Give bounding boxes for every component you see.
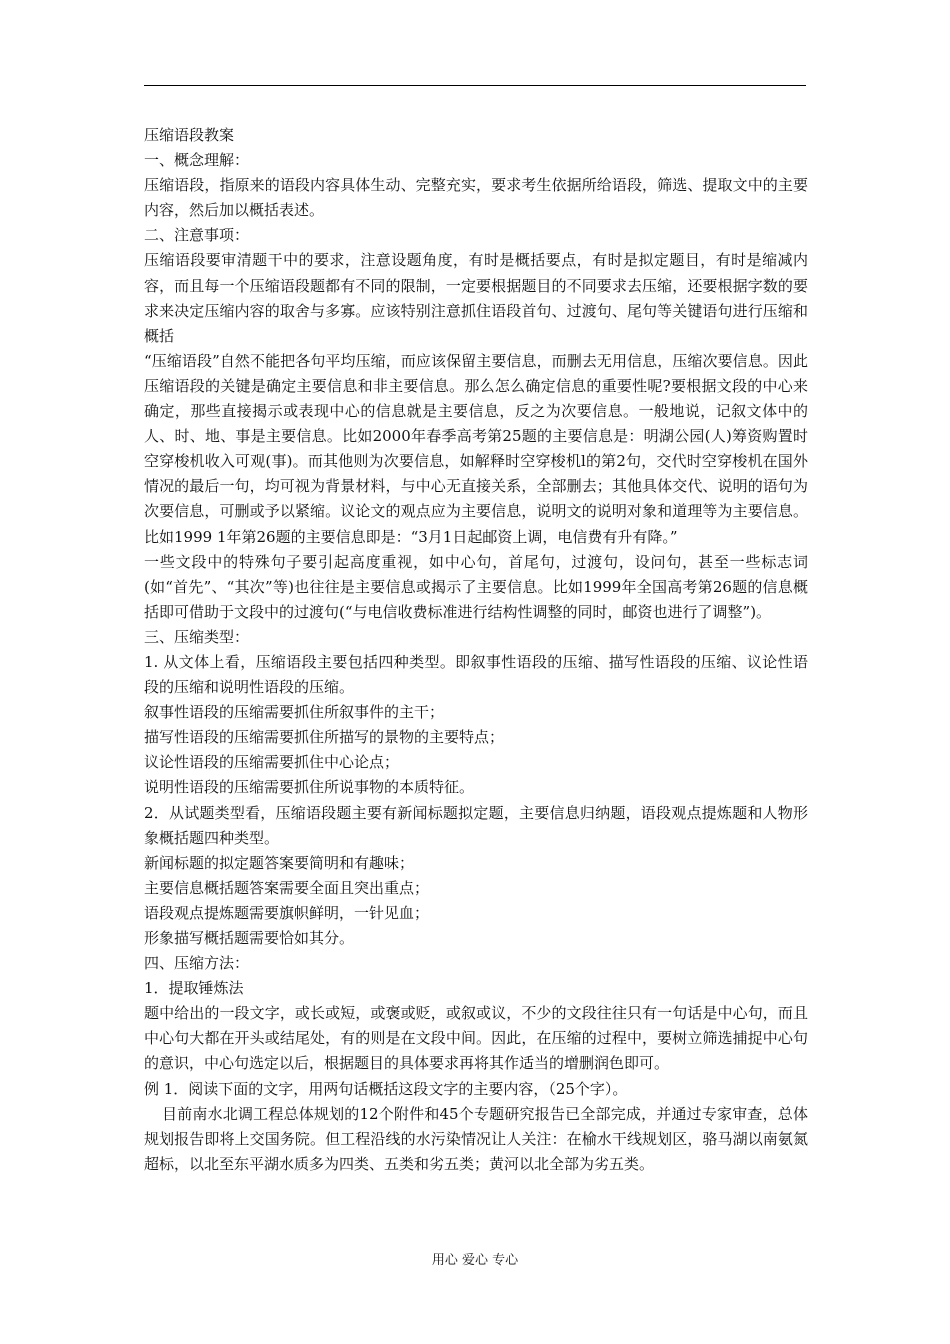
paragraph: “压缩语段”自然不能把各句平均压缩，而应该保留主要信息，而删去无用信息，压缩次要信息。因此压缩语段的关键是确定主要信息和非主要信息。那么怎么确定信息的重要性呢?要根据文段的中心来确定，那些直接揭示或表现中心的信息就是主要信息，反之为次要信息。一般地说，记叙文体中的人、时、地、事是主要信息。比如2000年春季高考第25题的主要信息是：明湖公园(人)筹资购置时空穿梭机收入可观(事)。而其他则为次要信息，如解释时空穿梭机l的第2句，交代时空穿梭机在国外情况的最后一句，均可视为背景材料，与中心无直接关系，全部删去；其他具体交代、说明的语句为次要信息，可删或予以紧缩。议论文的观点应为主要信息，说明文的说明对象和道理等为主要信息。比如1999 1年第26题的主要信息即是：“3月1日起邮资上调，电信费有升有降。” bbox=[144, 351, 808, 546]
list-item: 描写性语段的压缩需要抓住所描写的景物的主要特点； bbox=[144, 728, 505, 747]
list-item: 形象描写概括题需要恰如其分。 bbox=[144, 929, 355, 947]
paragraph: 压缩语段要审清题干中的要求，注意设题角度，有时是概括要点，有时是拟定题目，有时是缩减内容，而且每一个压缩语段题都有不同的限制，一定要根据题目的不同要求去压缩，还要根据字数的要求来决定压缩内容的取舍与多寡。应该特别注意抓住语段首句、过渡句、尾句等关键语句进行压缩和概括 bbox=[144, 251, 808, 345]
list-item: 新闻标题的拟定题答案要简明和有趣味； bbox=[144, 853, 415, 872]
paragraph: 一些文段中的特殊句子要引起高度重视，如中心句，首尾句，过渡句，设问句，甚至一些标志词(如“首先”、“其次”等)也往往是主要信息或揭示了主要信息。比如1999年全国高考第26题的信息概括即可借助于文段中的过渡句(“与电信收费标准进行结构性调整的同时，邮资也进行了调整”)。 bbox=[144, 552, 808, 621]
list-item: 语段观点提炼题需要旗帜鲜明，一针见血； bbox=[144, 903, 430, 922]
list-item: 说明性语段的压缩需要抓住所说事物的本质特征。 bbox=[144, 778, 475, 797]
list-item: 议论性语段的压缩需要抓住中心论点； bbox=[144, 753, 400, 772]
example-passage: 目前南水北调工程总体规划的12个附件和45个专题研究报告已全部完成，并通过专家审查，总体规划报告即将上交国务院。但工程沿线的水污染情况让人关注：在榆水干线规划区，骆马湖以南氨氮超标，以北至东平湖水质多为四类、五类和劣五类；黄河以北全部为劣五类。 bbox=[144, 1104, 808, 1173]
list-item: 主要信息概括题答案需要全面且突出重点； bbox=[144, 878, 430, 897]
section-heading-notes: 二、注意事项： bbox=[144, 226, 250, 245]
header-rule bbox=[144, 85, 806, 86]
paragraph: 题中给出的一段文字，或长或短，或褒或贬，或叙或议，不少的文段往往只有一句话是中心句，而且中心句大都在开头或结尾处，有的则是在文段中间。因此，在压缩的过程中，要树立筛选捕捉中心句的意识，中心句选定以后，根据题目的具体要求再将其作适当的增删润色即可。 bbox=[144, 1004, 808, 1073]
section-heading-types: 三、压缩类型： bbox=[144, 627, 250, 646]
section-heading-methods: 四、压缩方法： bbox=[144, 954, 250, 973]
document-body bbox=[144, 123, 808, 1177]
page-footer: 用心 爱心 专心 bbox=[431, 1253, 519, 1268]
list-item: 叙事性语段的压缩需要抓住所叙事件的主干； bbox=[144, 703, 445, 722]
subheading: 1．提取锤炼法 bbox=[144, 979, 244, 998]
example-prompt: 例 1．阅读下面的文字，用两句话概括这段文字的主要内容，（25个字）。 bbox=[144, 1079, 628, 1098]
paragraph: 1. 从文体上看，压缩语段主要包括四种类型。即叙事性语段的压缩、描写性语段的压缩、议论性语段的压缩和说明性语段的压缩。 bbox=[144, 652, 808, 697]
document-title: 压缩语段教案 bbox=[144, 126, 235, 144]
paragraph: 压缩语段，指原来的语段内容具体生动、完整充实，要求考生依据所给语段，筛选、提取文中的主要内容，然后加以概括表述。 bbox=[144, 176, 808, 220]
paragraph: 2．从试题类型看，压缩语段题主要有新闻标题拟定题，主要信息归纳题，语段观点提炼题和人物形象概括题四种类型。 bbox=[144, 803, 808, 847]
section-heading-concept: 一、概念理解： bbox=[144, 151, 250, 170]
